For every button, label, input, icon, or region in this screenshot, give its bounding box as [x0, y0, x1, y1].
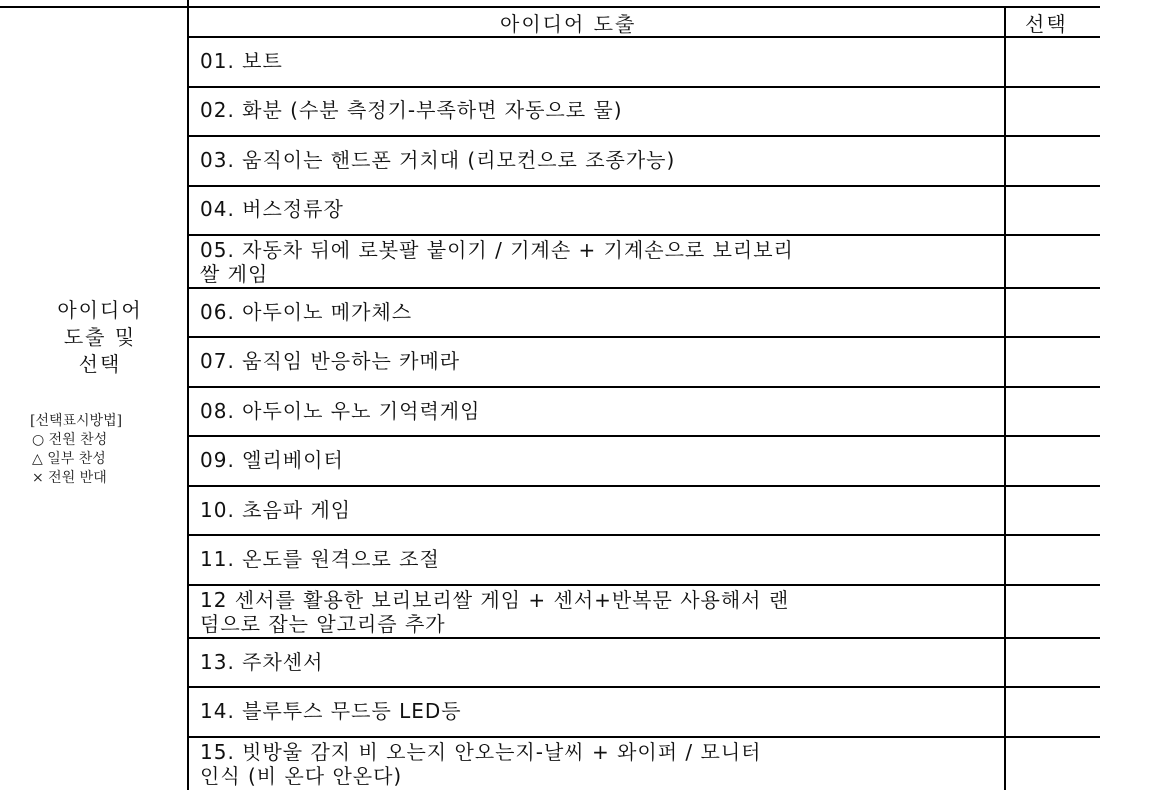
row-divider — [187, 435, 1100, 437]
row-divider — [187, 584, 1100, 586]
select-cell-09[interactable] — [1006, 437, 1100, 485]
side-title-line-1: 아이디어 — [57, 298, 143, 322]
select-cell-14[interactable] — [1006, 688, 1100, 736]
row-divider — [187, 135, 1100, 137]
idea-row-10: 10. 초음파 게임 — [200, 498, 352, 522]
idea-row-08: 08. 아두이노 우노 기억력게임 — [200, 399, 481, 423]
side-title-line-3: 선택 — [78, 352, 122, 376]
idea-row-15-line-2: 인식 (비 온다 안온다) — [200, 764, 403, 788]
row-divider — [187, 234, 1100, 236]
idea-row-03: 03. 움직이는 핸드폰 거치대 (리모컨으로 조종가능) — [200, 148, 676, 172]
idea-row-13: 13. 주차센서 — [200, 650, 324, 674]
idea-row-12-line-2: 덤으로 잡는 알고리즘 추가 — [200, 612, 446, 636]
row-divider — [187, 287, 1100, 289]
select-cell-11[interactable] — [1006, 536, 1100, 584]
row-divider — [187, 185, 1100, 187]
legend-item-all-agree: ○ 전원 찬성 — [32, 432, 108, 448]
legend-item-some-agree: △ 일부 찬성 — [32, 451, 106, 467]
select-cell-15[interactable] — [1006, 738, 1100, 790]
legend-item-all-oppose: × 전원 반대 — [32, 470, 107, 486]
select-cell-10[interactable] — [1006, 487, 1100, 534]
row-divider — [187, 485, 1100, 487]
idea-row-11: 11. 온도를 원격으로 조절 — [200, 547, 440, 571]
idea-row-04: 04. 버스정류장 — [200, 197, 344, 221]
row-divider — [187, 336, 1100, 338]
idea-column-header: 아이디어 도출 — [500, 12, 637, 36]
idea-row-15-line-1: 15. 빗방울 감지 비 오는지 안오는지-날씨 + 와이퍼 / 모니터 — [200, 740, 762, 764]
idea-row-05-line-2: 쌀 게임 — [200, 262, 269, 286]
select-cell-03[interactable] — [1006, 137, 1100, 185]
row-divider — [187, 637, 1100, 639]
row-divider — [187, 386, 1100, 388]
idea-row-06: 06. 아두이노 메가체스 — [200, 300, 413, 324]
left-column-border — [187, 0, 189, 790]
idea-row-07: 07. 움직임 반응하는 카메라 — [200, 349, 461, 373]
row-divider — [187, 736, 1100, 738]
select-cell-12[interactable] — [1006, 586, 1100, 637]
row-divider — [187, 534, 1100, 536]
row-divider — [187, 86, 1100, 88]
idea-row-02: 02. 화분 (수분 측정기-부족하면 자동으로 물) — [200, 98, 623, 122]
idea-row-14: 14. 블루투스 무드등 LED등 — [200, 699, 462, 723]
select-cell-01[interactable] — [1006, 38, 1100, 86]
row-divider — [187, 686, 1100, 688]
select-column-header: 선택 — [1025, 12, 1068, 36]
select-cell-06[interactable] — [1006, 289, 1100, 336]
select-cell-05[interactable] — [1006, 236, 1100, 287]
legend-title: [선택표시방법] — [30, 413, 123, 429]
select-cell-08[interactable] — [1006, 388, 1100, 435]
header-divider — [187, 36, 1100, 38]
idea-row-12-line-1: 12 센서를 활용한 보리보리쌀 게임 + 센서+반복문 사용해서 랜 — [200, 588, 790, 612]
idea-row-01: 01. 보트 — [200, 49, 283, 73]
idea-row-09: 09. 엘리베이터 — [200, 448, 344, 472]
select-cell-04[interactable] — [1006, 187, 1100, 234]
side-title-line-2: 도출 및 — [63, 325, 137, 349]
idea-row-05-line-1: 05. 자동차 뒤에 로봇팔 붙이기 / 기계손 + 기계손으로 보리보리 — [200, 238, 794, 262]
select-cell-07[interactable] — [1006, 338, 1100, 386]
select-cell-02[interactable] — [1006, 88, 1100, 135]
select-cell-13[interactable] — [1006, 639, 1100, 686]
